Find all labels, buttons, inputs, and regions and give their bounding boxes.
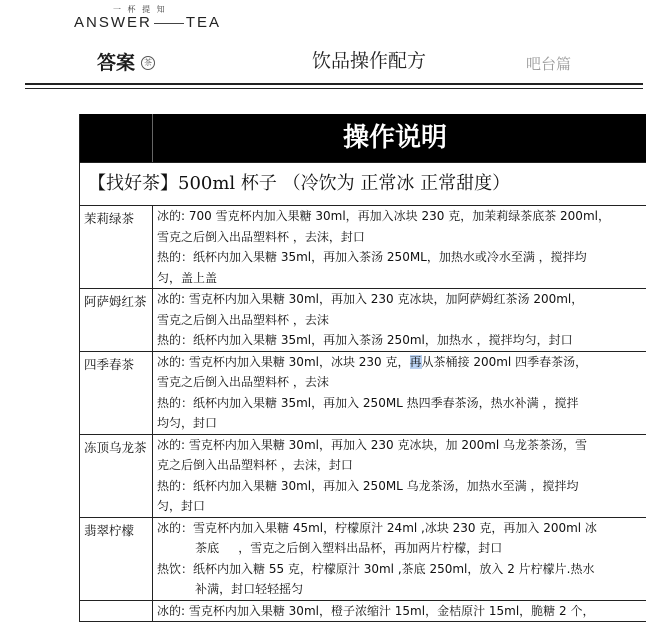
drink-instructions: 冰的: 700 雪克杯内加入果糖 30ml，再加入冰块 230 克，加茉莉绿茶底茶 200ml， 雪克之后倒入出品塑料杯 ，去沫，封口 热的：纸杯内加入果糖 35ml，再加入茶汤 250ML，加热水或冷水至满 ，搅拌均 匀，盖上盖 xyxy=(157,209,610,285)
table-row xyxy=(80,518,646,601)
logo-tea-mark-icon: 茶 xyxy=(141,56,155,70)
logo-english-left: ANSWER xyxy=(74,14,152,31)
table-row xyxy=(80,435,646,518)
drink-name: 翡翠柠檬 xyxy=(80,518,153,600)
document-title: 饮品操作配方 xyxy=(312,50,427,72)
text-selection[interactable]: 再 xyxy=(409,354,422,369)
drink-name: 茉莉绿茶 xyxy=(80,206,153,288)
document-header xyxy=(0,0,666,92)
drink-name: 阿萨姆红茶 xyxy=(80,289,153,351)
table-subtitle: 【找好茶】500ml 杯子 （冷饮为 正常冰 正常甜度） xyxy=(80,163,646,206)
drink-instructions: 冰的: 雪克杯内加入果糖 30ml，再加入 230 克冰块，加 200ml 乌龙茶茶汤，雪 克之后倒入出品塑料杯 ，去沫，封口 热的：纸杯内加入果糖 30ml，再加入 250ML 乌龙茶汤，加热水至满 ，搅拌均 匀，封口 xyxy=(157,437,588,513)
header-rule-thin xyxy=(25,88,643,89)
logo-chinese: 答案 xyxy=(97,52,136,74)
table-title: 操作说明 xyxy=(343,123,448,153)
section-label: 吧台篇 xyxy=(526,55,572,73)
table-header xyxy=(80,114,646,163)
logo-divider xyxy=(154,23,184,24)
drink-instructions: 冰的: 雪克杯内加入果糖 30ml，再加入 230 克冰块，加阿萨姆红茶汤 200ml， 雪克之后倒入出品塑料杯 ，去沫 热的：纸杯内加入果糖 35ml，再加入茶汤 250ml，加热水 ，搅拌均匀，封口 xyxy=(157,292,584,347)
drink-name: 四季春茶 xyxy=(80,352,153,434)
header-rule-thick xyxy=(25,83,643,85)
recipe-table xyxy=(79,114,646,622)
logo-tagline: 一 杯 提 知 xyxy=(113,5,167,14)
drink-instructions: 冰的：雪克杯内加入果糖 45ml，柠檬原汁 24ml ,冰块 230 克，再加入 200ml 冰 茶底 ，雪克之后倒入塑料出品杯，再加两片柠檬，封口 热饮：纸杯内加入糖 55 克，柠檬原汁 30ml ,茶底 250ml，放入 2 片柠檬片.热水 补满，封口轻轻摇匀 xyxy=(157,520,597,596)
table-row xyxy=(80,206,646,289)
table-row xyxy=(80,289,646,352)
logo-english-right: TEA xyxy=(185,14,222,31)
drink-instructions: 冰的: 雪克杯内加入果糖 30ml，橙子浓缩汁 15ml，金桔原汁 15ml，脆糖 2 个， xyxy=(157,603,595,618)
drink-name: 冻顶乌龙茶 xyxy=(80,435,153,517)
drink-instructions: 冰的: 雪克杯内加入果糖 30ml，冰块 230 克，再从茶桶接 200ml 四季春茶汤， 雪克之后倒入出品塑料杯 ，去沫 热的：纸杯内加入果糖 35ml，再加入 250ML 热四季春茶汤，热水补满 ，搅拌 均匀，封口 xyxy=(157,354,588,430)
table-row xyxy=(80,601,646,623)
logo-english xyxy=(74,14,221,31)
table-row xyxy=(80,352,646,435)
drink-name xyxy=(80,601,153,622)
